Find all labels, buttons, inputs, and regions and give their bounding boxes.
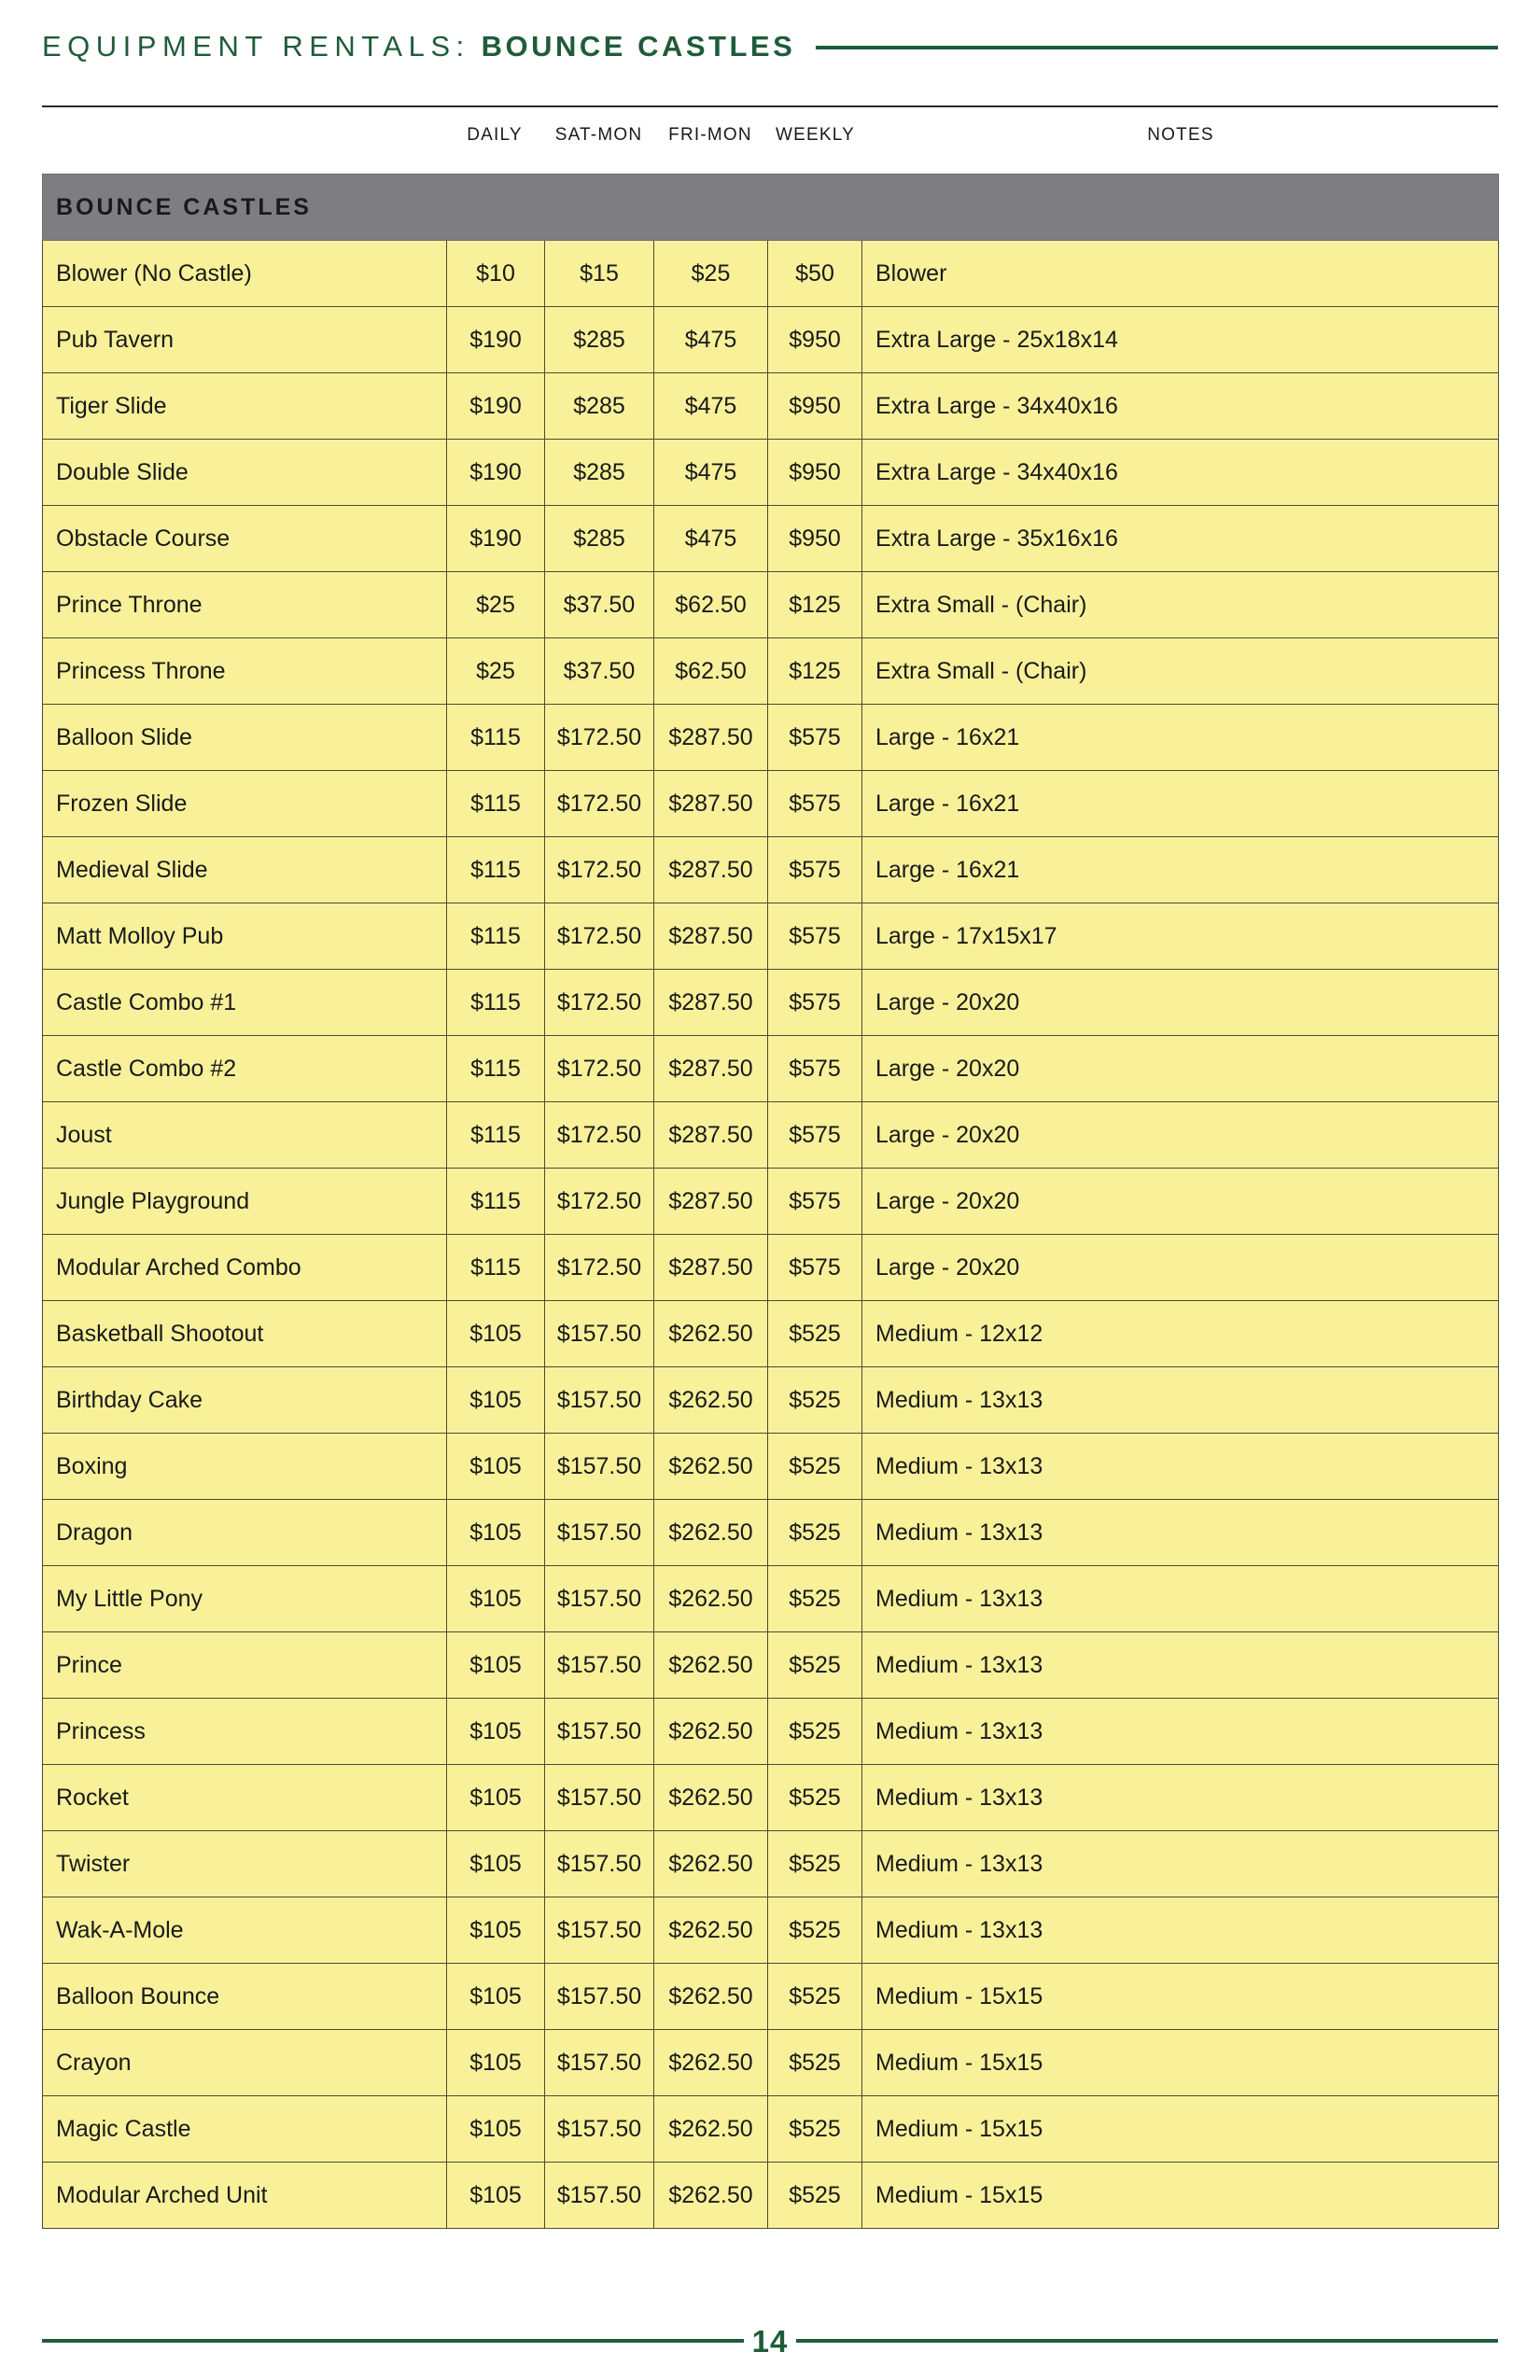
table-row bbox=[43, 638, 1499, 705]
table-row bbox=[43, 1699, 1499, 1765]
cell-daily: $105 bbox=[447, 1765, 545, 1831]
cell-name: Tiger Slide bbox=[43, 373, 447, 440]
cell-name: Wak-A-Mole bbox=[43, 1897, 447, 1964]
cell-satmon: $157.50 bbox=[545, 1765, 654, 1831]
cell-weekly: $575 bbox=[768, 771, 862, 837]
cell-name: Boxing bbox=[43, 1434, 447, 1500]
cell-name: Prince bbox=[43, 1632, 447, 1699]
cell-weekly: $525 bbox=[768, 1434, 862, 1500]
cell-name: Matt Molloy Pub bbox=[43, 903, 447, 970]
cell-weekly: $575 bbox=[768, 970, 862, 1036]
cell-weekly: $525 bbox=[768, 1765, 862, 1831]
cell-daily: $115 bbox=[447, 771, 545, 837]
cell-notes: Extra Small - (Chair) bbox=[862, 572, 1499, 638]
cell-weekly: $125 bbox=[768, 638, 862, 705]
page-footer bbox=[42, 2322, 1498, 2359]
cell-weekly: $525 bbox=[768, 1964, 862, 2030]
cell-daily: $115 bbox=[447, 903, 545, 970]
page-number: 14 bbox=[751, 2323, 789, 2359]
cell-frimon: $262.50 bbox=[654, 2096, 768, 2163]
cell-notes: Medium - 13x13 bbox=[862, 1632, 1499, 1699]
table-row bbox=[43, 970, 1499, 1036]
cell-frimon: $475 bbox=[654, 506, 768, 572]
page-title-main: BOUNCE CASTLES bbox=[481, 30, 796, 63]
cell-weekly: $525 bbox=[768, 1897, 862, 1964]
cell-weekly: $575 bbox=[768, 1169, 862, 1235]
cell-name: Balloon Slide bbox=[43, 705, 447, 771]
cell-satmon: $172.50 bbox=[545, 1169, 654, 1235]
table-row bbox=[43, 2096, 1499, 2163]
cell-frimon: $262.50 bbox=[654, 1831, 768, 1897]
cell-satmon: $157.50 bbox=[545, 1632, 654, 1699]
table-row bbox=[43, 1367, 1499, 1434]
cell-weekly: $575 bbox=[768, 705, 862, 771]
table-row bbox=[43, 1434, 1499, 1500]
table-row bbox=[43, 373, 1499, 440]
cell-notes: Extra Large - 34x40x16 bbox=[862, 440, 1499, 506]
cell-satmon: $157.50 bbox=[545, 2163, 654, 2229]
table-row bbox=[43, 837, 1499, 903]
table-row bbox=[43, 1632, 1499, 1699]
cell-satmon: $157.50 bbox=[545, 1566, 654, 1632]
column-header-weekly: WEEKLY bbox=[776, 125, 855, 145]
cell-name: Blower (No Castle) bbox=[43, 241, 447, 307]
cell-weekly: $575 bbox=[768, 1235, 862, 1301]
cell-satmon: $285 bbox=[545, 440, 654, 506]
cell-weekly: $575 bbox=[768, 903, 862, 970]
cell-frimon: $475 bbox=[654, 440, 768, 506]
table-row bbox=[43, 440, 1499, 506]
cell-frimon: $262.50 bbox=[654, 1964, 768, 2030]
table-row bbox=[43, 1235, 1499, 1301]
page-header bbox=[42, 24, 1498, 69]
table-row bbox=[43, 241, 1499, 307]
cell-frimon: $262.50 bbox=[654, 2030, 768, 2096]
table-row bbox=[43, 2030, 1499, 2096]
cell-notes: Medium - 13x13 bbox=[862, 1699, 1499, 1765]
cell-daily: $105 bbox=[447, 1699, 545, 1765]
cell-daily: $105 bbox=[447, 1897, 545, 1964]
cell-frimon: $287.50 bbox=[654, 1102, 768, 1169]
cell-frimon: $287.50 bbox=[654, 705, 768, 771]
cell-satmon: $285 bbox=[545, 307, 654, 373]
cell-daily: $25 bbox=[447, 638, 545, 705]
table-row bbox=[43, 572, 1499, 638]
cell-satmon: $285 bbox=[545, 373, 654, 440]
cell-notes: Large - 20x20 bbox=[862, 1036, 1499, 1102]
cell-frimon: $287.50 bbox=[654, 1036, 768, 1102]
cell-name: Modular Arched Combo bbox=[43, 1235, 447, 1301]
cell-name: Princess bbox=[43, 1699, 447, 1765]
cell-weekly: $50 bbox=[768, 241, 862, 307]
cell-frimon: $25 bbox=[654, 241, 768, 307]
cell-daily: $105 bbox=[447, 2030, 545, 2096]
header-divider bbox=[42, 105, 1498, 107]
cell-name: Obstacle Course bbox=[43, 506, 447, 572]
cell-satmon: $172.50 bbox=[545, 837, 654, 903]
cell-name: Castle Combo #1 bbox=[43, 970, 447, 1036]
cell-weekly: $525 bbox=[768, 1301, 862, 1367]
rental-rate-table bbox=[42, 174, 1499, 2229]
cell-notes: Extra Large - 34x40x16 bbox=[862, 373, 1499, 440]
cell-notes: Large - 20x20 bbox=[862, 1102, 1499, 1169]
cell-name: Birthday Cake bbox=[43, 1367, 447, 1434]
cell-daily: $115 bbox=[447, 1169, 545, 1235]
cell-weekly: $575 bbox=[768, 1102, 862, 1169]
cell-frimon: $287.50 bbox=[654, 903, 768, 970]
cell-daily: $105 bbox=[447, 1566, 545, 1632]
cell-daily: $10 bbox=[447, 241, 545, 307]
cell-weekly: $950 bbox=[768, 440, 862, 506]
cell-notes: Medium - 15x15 bbox=[862, 1964, 1499, 2030]
cell-notes: Medium - 13x13 bbox=[862, 1434, 1499, 1500]
cell-satmon: $37.50 bbox=[545, 572, 654, 638]
cell-notes: Large - 16x21 bbox=[862, 837, 1499, 903]
table-row bbox=[43, 771, 1499, 837]
cell-name: Rocket bbox=[43, 1765, 447, 1831]
table-row bbox=[43, 1566, 1499, 1632]
cell-satmon: $157.50 bbox=[545, 2096, 654, 2163]
cell-satmon: $172.50 bbox=[545, 970, 654, 1036]
cell-name: Twister bbox=[43, 1831, 447, 1897]
cell-weekly: $525 bbox=[768, 2163, 862, 2229]
footer-rule-right bbox=[796, 2339, 1498, 2343]
cell-notes: Medium - 13x13 bbox=[862, 1566, 1499, 1632]
cell-frimon: $62.50 bbox=[654, 638, 768, 705]
cell-name: Double Slide bbox=[43, 440, 447, 506]
cell-weekly: $525 bbox=[768, 1566, 862, 1632]
cell-daily: $105 bbox=[447, 1632, 545, 1699]
cell-name: Basketball Shootout bbox=[43, 1301, 447, 1367]
cell-notes: Medium - 15x15 bbox=[862, 2030, 1499, 2096]
cell-frimon: $475 bbox=[654, 307, 768, 373]
cell-weekly: $525 bbox=[768, 1831, 862, 1897]
table-row bbox=[43, 1036, 1499, 1102]
table-row bbox=[43, 1102, 1499, 1169]
cell-daily: $115 bbox=[447, 1036, 545, 1102]
cell-satmon: $172.50 bbox=[545, 903, 654, 970]
cell-frimon: $262.50 bbox=[654, 1500, 768, 1566]
cell-name: Princess Throne bbox=[43, 638, 447, 705]
cell-satmon: $157.50 bbox=[545, 1367, 654, 1434]
cell-daily: $105 bbox=[447, 1964, 545, 2030]
cell-daily: $190 bbox=[447, 506, 545, 572]
cell-notes: Medium - 15x15 bbox=[862, 2096, 1499, 2163]
cell-weekly: $525 bbox=[768, 1367, 862, 1434]
cell-weekly: $950 bbox=[768, 307, 862, 373]
cell-name: Medieval Slide bbox=[43, 837, 447, 903]
cell-satmon: $157.50 bbox=[545, 1301, 654, 1367]
cell-daily: $105 bbox=[447, 1367, 545, 1434]
cell-satmon: $172.50 bbox=[545, 1102, 654, 1169]
cell-weekly: $525 bbox=[768, 2096, 862, 2163]
cell-notes: Large - 20x20 bbox=[862, 1169, 1499, 1235]
cell-daily: $190 bbox=[447, 440, 545, 506]
cell-frimon: $287.50 bbox=[654, 970, 768, 1036]
cell-weekly: $950 bbox=[768, 373, 862, 440]
cell-daily: $115 bbox=[447, 837, 545, 903]
cell-satmon: $157.50 bbox=[545, 1897, 654, 1964]
cell-satmon: $172.50 bbox=[545, 1036, 654, 1102]
table-row bbox=[43, 506, 1499, 572]
cell-weekly: $525 bbox=[768, 1699, 862, 1765]
table-row bbox=[43, 705, 1499, 771]
cell-daily: $105 bbox=[447, 1301, 545, 1367]
rate-table-body bbox=[43, 175, 1499, 2229]
cell-notes: Large - 16x21 bbox=[862, 771, 1499, 837]
cell-daily: $25 bbox=[447, 572, 545, 638]
cell-weekly: $525 bbox=[768, 1632, 862, 1699]
cell-notes: Medium - 13x13 bbox=[862, 1500, 1499, 1566]
column-header-satmon: SAT-MON bbox=[554, 125, 643, 145]
cell-frimon: $62.50 bbox=[654, 572, 768, 638]
title-accent-rule bbox=[816, 46, 1498, 49]
table-row bbox=[43, 1301, 1499, 1367]
cell-weekly: $525 bbox=[768, 1500, 862, 1566]
cell-notes: Medium - 13x13 bbox=[862, 1831, 1499, 1897]
cell-frimon: $262.50 bbox=[654, 1897, 768, 1964]
cell-frimon: $262.50 bbox=[654, 1632, 768, 1699]
cell-frimon: $262.50 bbox=[654, 1367, 768, 1434]
column-header-frimon: FRI-MON bbox=[668, 125, 752, 145]
table-row bbox=[43, 1169, 1499, 1235]
cell-notes: Large - 20x20 bbox=[862, 970, 1499, 1036]
cell-frimon: $262.50 bbox=[654, 1765, 768, 1831]
cell-notes: Medium - 13x13 bbox=[862, 1765, 1499, 1831]
cell-satmon: $157.50 bbox=[545, 2030, 654, 2096]
table-row bbox=[43, 1765, 1499, 1831]
cell-daily: $105 bbox=[447, 2163, 545, 2229]
cell-notes: Extra Small - (Chair) bbox=[862, 638, 1499, 705]
cell-name: Dragon bbox=[43, 1500, 447, 1566]
cell-weekly: $950 bbox=[768, 506, 862, 572]
cell-frimon: $287.50 bbox=[654, 771, 768, 837]
cell-satmon: $157.50 bbox=[545, 1831, 654, 1897]
page-title-prefix: EQUIPMENT RENTALS: bbox=[42, 30, 470, 63]
table-row bbox=[43, 1831, 1499, 1897]
cell-name: Crayon bbox=[43, 2030, 447, 2096]
cell-satmon: $157.50 bbox=[545, 1434, 654, 1500]
cell-weekly: $575 bbox=[768, 1036, 862, 1102]
table-row bbox=[43, 1500, 1499, 1566]
cell-name: Prince Throne bbox=[43, 572, 447, 638]
cell-frimon: $262.50 bbox=[654, 1566, 768, 1632]
cell-frimon: $287.50 bbox=[654, 837, 768, 903]
table-row bbox=[43, 1964, 1499, 2030]
column-header-notes: NOTES bbox=[1147, 125, 1214, 145]
cell-daily: $105 bbox=[447, 2096, 545, 2163]
cell-name: My Little Pony bbox=[43, 1566, 447, 1632]
cell-frimon: $262.50 bbox=[654, 1699, 768, 1765]
cell-name: Frozen Slide bbox=[43, 771, 447, 837]
cell-notes: Medium - 12x12 bbox=[862, 1301, 1499, 1367]
cell-notes: Large - 17x15x17 bbox=[862, 903, 1499, 970]
cell-name: Joust bbox=[43, 1102, 447, 1169]
cell-notes: Medium - 13x13 bbox=[862, 1367, 1499, 1434]
cell-weekly: $525 bbox=[768, 2030, 862, 2096]
section-header-label: BOUNCE CASTLES bbox=[43, 175, 1499, 241]
cell-notes: Medium - 13x13 bbox=[862, 1897, 1499, 1964]
cell-daily: $105 bbox=[447, 1434, 545, 1500]
cell-satmon: $172.50 bbox=[545, 771, 654, 837]
cell-daily: $105 bbox=[447, 1500, 545, 1566]
cell-satmon: $157.50 bbox=[545, 1964, 654, 2030]
table-row bbox=[43, 307, 1499, 373]
cell-notes: Medium - 15x15 bbox=[862, 2163, 1499, 2229]
cell-daily: $190 bbox=[447, 373, 545, 440]
cell-notes: Large - 20x20 bbox=[862, 1235, 1499, 1301]
cell-name: Pub Tavern bbox=[43, 307, 447, 373]
table-row bbox=[43, 903, 1499, 970]
cell-name: Jungle Playground bbox=[43, 1169, 447, 1235]
table-row bbox=[43, 1897, 1499, 1964]
footer-rule-left bbox=[42, 2339, 744, 2343]
cell-satmon: $172.50 bbox=[545, 1235, 654, 1301]
cell-satmon: $172.50 bbox=[545, 705, 654, 771]
cell-satmon: $15 bbox=[545, 241, 654, 307]
cell-satmon: $157.50 bbox=[545, 1699, 654, 1765]
cell-daily: $115 bbox=[447, 705, 545, 771]
column-header-labels bbox=[42, 125, 1498, 162]
cell-notes: Extra Large - 35x16x16 bbox=[862, 506, 1499, 572]
table-row bbox=[43, 2163, 1499, 2229]
column-header-daily: DAILY bbox=[467, 125, 523, 145]
section-header-row bbox=[43, 175, 1499, 241]
cell-name: Modular Arched Unit bbox=[43, 2163, 447, 2229]
cell-satmon: $37.50 bbox=[545, 638, 654, 705]
cell-name: Castle Combo #2 bbox=[43, 1036, 447, 1102]
cell-frimon: $287.50 bbox=[654, 1235, 768, 1301]
cell-daily: $115 bbox=[447, 970, 545, 1036]
cell-satmon: $285 bbox=[545, 506, 654, 572]
cell-daily: $105 bbox=[447, 1831, 545, 1897]
cell-daily: $190 bbox=[447, 307, 545, 373]
cell-frimon: $475 bbox=[654, 373, 768, 440]
cell-daily: $115 bbox=[447, 1102, 545, 1169]
cell-frimon: $262.50 bbox=[654, 2163, 768, 2229]
cell-notes: Extra Large - 25x18x14 bbox=[862, 307, 1499, 373]
cell-daily: $115 bbox=[447, 1235, 545, 1301]
cell-weekly: $575 bbox=[768, 837, 862, 903]
cell-notes: Blower bbox=[862, 241, 1499, 307]
cell-name: Balloon Bounce bbox=[43, 1964, 447, 2030]
cell-weekly: $125 bbox=[768, 572, 862, 638]
cell-name: Magic Castle bbox=[43, 2096, 447, 2163]
cell-satmon: $157.50 bbox=[545, 1500, 654, 1566]
cell-frimon: $262.50 bbox=[654, 1434, 768, 1500]
cell-notes: Large - 16x21 bbox=[862, 705, 1499, 771]
cell-frimon: $287.50 bbox=[654, 1169, 768, 1235]
cell-frimon: $262.50 bbox=[654, 1301, 768, 1367]
